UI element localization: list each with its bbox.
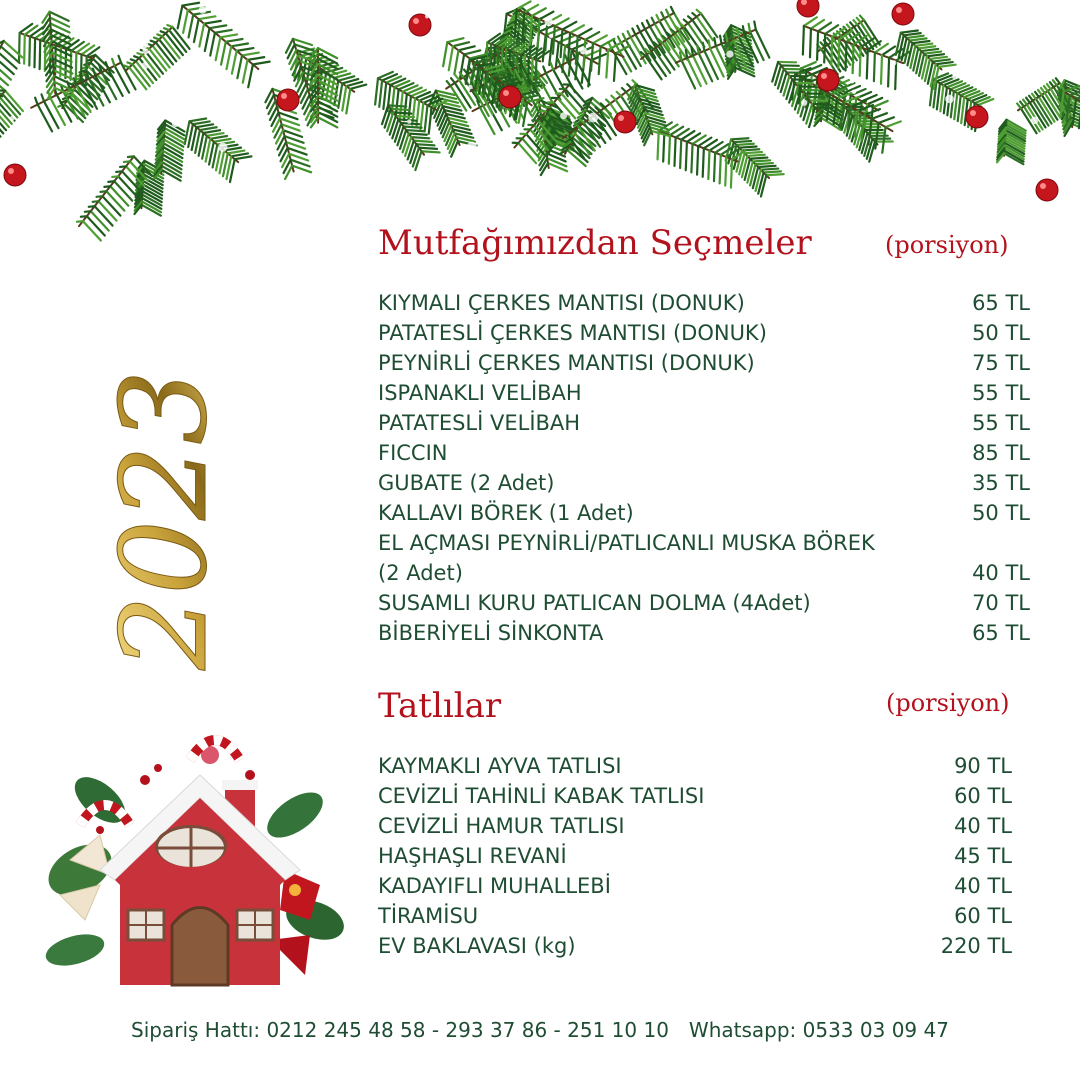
- menu-item-name: KIYMALI ÇERKES MANTISI (DONUK): [378, 291, 745, 315]
- portion-label-desserts: (porsiyon): [886, 689, 1010, 717]
- menu-item-price: 40 TL: [972, 561, 1030, 585]
- menu-item: [378, 871, 1012, 901]
- menu-item-name: CEVİZLİ HAMUR TATLISI: [378, 814, 625, 838]
- menu-item-price: 45 TL: [954, 844, 1012, 868]
- menu-item-price: 60 TL: [954, 904, 1012, 928]
- menu-item: [378, 841, 1012, 871]
- menu-item-name: PATATESLİ VELİBAH: [378, 411, 581, 435]
- menu-item: [378, 438, 1030, 468]
- menu-item-price: 90 TL: [954, 754, 1012, 778]
- menu-item-price: 40 TL: [954, 814, 1012, 838]
- portion-label-mains: (porsiyon): [885, 231, 1009, 259]
- menu-item: [378, 618, 1030, 648]
- menu-item-price: 220 TL: [940, 934, 1012, 958]
- menu-list-desserts: [378, 751, 1012, 961]
- menu-item-name: KADAYIFLI MUHALLEBİ: [378, 874, 611, 898]
- pine-garland-decoration: [0, 0, 1080, 230]
- menu-item-name: HAŞHAŞLI REVANİ: [378, 844, 567, 868]
- menu-item-name: KALLAVI BÖREK (1 Adet): [378, 501, 634, 525]
- menu-item: [378, 348, 1030, 378]
- menu-item-name: CEVİZLİ TAHİNLİ KABAK TATLISI: [378, 784, 705, 808]
- contact-footer: [0, 1012, 1080, 1048]
- menu-item-name: TİRAMİSU: [378, 904, 479, 928]
- menu-item: [378, 901, 1012, 931]
- menu-item-price: 50 TL: [972, 321, 1030, 345]
- menu-item-price: 55 TL: [972, 381, 1030, 405]
- menu-item-name: PEYNİRLİ ÇERKES MANTISI (DONUK): [378, 351, 755, 375]
- menu-item: [378, 408, 1030, 438]
- menu-item-name: EV BAKLAVASI (kg): [378, 934, 576, 958]
- christmas-house-illustration: [40, 720, 350, 995]
- menu-item-price: 40 TL: [954, 874, 1012, 898]
- menu-item-name: FICCIN: [378, 441, 448, 465]
- section-title-mains: Mutfağımızdan Seçmeler: [378, 223, 812, 263]
- menu-item: [378, 588, 1030, 618]
- whatsapp-line: Whatsapp: 0533 03 09 47: [688, 1018, 949, 1042]
- menu-item: [378, 528, 1030, 588]
- menu-item: [378, 318, 1030, 348]
- menu-item-price: 65 TL: [972, 291, 1030, 315]
- menu-item-price: 70 TL: [972, 591, 1030, 615]
- menu-item: [378, 781, 1012, 811]
- menu-item-price: 85 TL: [972, 441, 1030, 465]
- menu-item: [378, 288, 1030, 318]
- menu-item: [378, 751, 1012, 781]
- menu-item-name: KAYMAKLI AYVA TATLISI: [378, 754, 622, 778]
- menu-item-name: BİBERİYELİ SİNKONTA: [378, 621, 604, 645]
- menu-item-price: 50 TL: [972, 501, 1030, 525]
- menu-list-mains: [378, 288, 1030, 648]
- section-title-desserts: Tatlılar: [378, 686, 502, 726]
- menu-item-name: GUBATE (2 Adet): [378, 471, 555, 495]
- menu-item: [378, 468, 1030, 498]
- menu-item-name: ISPANAKLI VELİBAH: [378, 381, 582, 405]
- menu-item: [378, 931, 1012, 961]
- menu-item: [378, 498, 1030, 528]
- menu-item-price: 35 TL: [972, 471, 1030, 495]
- menu-item-name: EL AÇMASI PEYNİRLİ/PATLICANLI MUSKA BÖREK (2 Adet): [378, 531, 875, 585]
- house-body: [100, 775, 300, 985]
- menu-item-price: 75 TL: [972, 351, 1030, 375]
- menu-item-name: PATATESLİ ÇERKES MANTISI (DONUK): [378, 321, 767, 345]
- year-2023-text: 2023: [95, 369, 233, 670]
- menu-item: [378, 378, 1030, 408]
- menu-item-price: 55 TL: [972, 411, 1030, 435]
- year-2023-decoration: [95, 330, 270, 680]
- menu-item-price: 65 TL: [972, 621, 1030, 645]
- order-phone-line: Sipariş Hattı: 0212 245 48 58 - 293 37 86 - 251 10 10: [131, 1018, 669, 1042]
- menu-item: [378, 811, 1012, 841]
- menu-item-name: SUSAMLI KURU PATLICAN DOLMA (4Adet): [378, 591, 811, 615]
- menu-item-price: 60 TL: [954, 784, 1012, 808]
